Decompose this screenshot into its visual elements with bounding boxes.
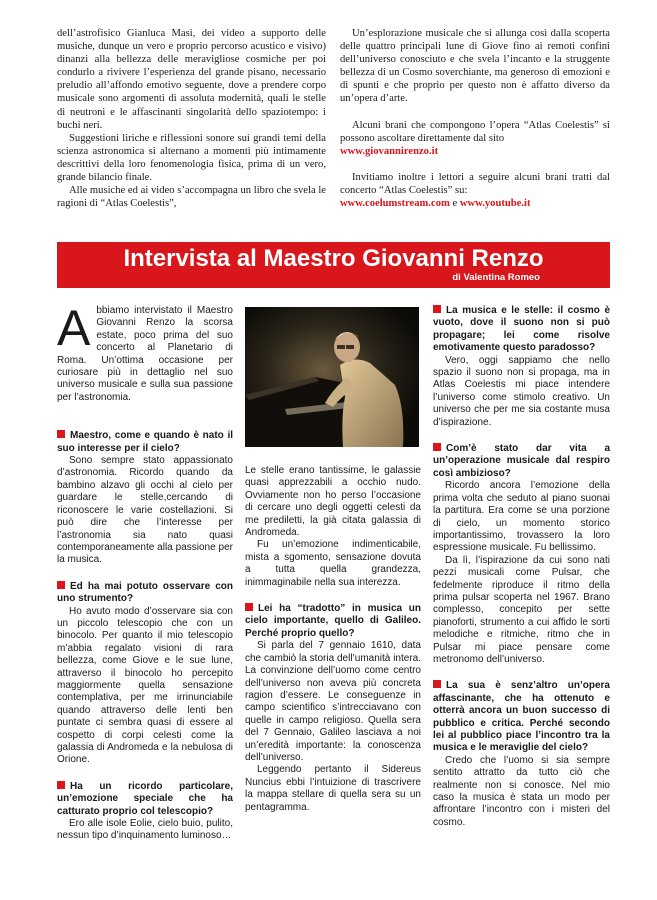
- drop-cap: A: [57, 300, 91, 356]
- answer: Vero, oggi sappiamo che nello spazio il suono non si propaga, ma in Atlas Coelestis mi piace intendere l’universo come stimolo creativo. Un universo che per me sia costante musa d’ispirazione.: [433, 354, 610, 428]
- interview-column-3: [433, 305, 610, 829]
- intro-paragraph: Suggestioni liriche e riflessioni sonore sui grandi temi della scienza astronomica si alternano a momenti più intimamente descrittivi della loro fenomenologia fisica, prima di un vero, grande bilancio finale.: [57, 132, 326, 184]
- intro-paragraph: Invitiamo inoltre i lettori a seguire alcuni brani tratti dal concerto “Atlas Coelestis” su:: [340, 171, 610, 196]
- article-banner: [57, 242, 610, 288]
- intro-right-column: [340, 27, 610, 210]
- answer: Ero alle isole Eolie, cielo buio, pulito, nessun tipo d’inquinamento luminoso…: [57, 818, 233, 842]
- question: La musica e le stelle: il cosmo è vuoto, dove il suono non si può propagare; lei come risolve emotivamente questo paradosso?: [433, 305, 610, 354]
- answer: Da lì, l’ispirazione da cui sono nati pezzi musicali come Pulsar, che fedelmente riproduce il ritmo della prima pulsar scoperta nel 1967. Brano complesso, concepito per sette pianoforti, strumento a cui affido le sorti melodiche e ritmiche, ritmo che in Pulsar mi piace pensare come metronomo dell’universo.: [433, 554, 610, 665]
- answer: Sono sempre stato appassionato d’astronomia. Ricordo quando da bambino alzavo gli occhi al cielo per guardare le stelle,cercando di riconoscere le varie costellazioni. Si può dire che l’interesse per l’astronomia sia nato quasi contemporaneamente alla passione per la musica.: [57, 455, 233, 566]
- answer: Ho avuto modo d’osservare sia con un piccolo telescopio che con un binocolo. Per quanto il mio telescopio m’abbia regalato visioni di rara bellezza, come Giove e le sue lune, attraverso il binocolo ho percepito maggiormente quella sensazione contemplativa, per me irrinunciabile quando attraverso delle lenti ben puntate ci sembra quasi di essere al cospetto di corpi celesti come la galassia di Andromeda e la nebulosa di Orione.: [57, 605, 233, 766]
- intro-paragraph: dell’astrofisico Gianluca Masi, dei video a supporto delle musiche, dunque un vero e proprio percorso acustico e visivo) dinanzi alla bellezza delle meravigliose cosmiche per poi condurlo a rivivere l’esperienza del grande pisano, necessario preludio all’affondo emotivo seguente, dove a prendere corpo musicale sono argomenti di assoluta modernità, quali le stelle di neutroni e le affascinanti singolarità dello spaziotempo: i buchi neri.: [57, 28, 326, 131]
- question: Ha un ricordo particolare, un’emozione speciale che ha catturato proprio col telescopio?: [57, 780, 233, 817]
- red-square-bullet-icon: [57, 581, 65, 589]
- link-giovannirenzo[interactable]: www.giovannirenzo.it: [340, 145, 439, 157]
- question: La sua è senz’altro un’opera affascinante, che ha ottenuto e otterrà ancora un buon successo di pubblico e critica. Perché secondo lei al pubblico piace l’incontro tra la musica e le meraviglie del cielo?: [433, 680, 610, 754]
- red-square-bullet-icon: [433, 305, 441, 313]
- article-title: Intervista al Maestro Giovanni Renzo: [123, 245, 544, 272]
- red-square-bullet-icon: [57, 781, 65, 789]
- red-square-bullet-icon: [57, 430, 65, 438]
- intro-paragraph: Un’esplorazione musicale che si allunga così dalla scoperta delle quattro principali lune di Giove fino ai remoti confini dell’universo conosciuto e che svela l’incanto e la struggente bellezza di un Cosmo soverchiante, ma generoso di emozioni e di spunti e che proprio per questo non è affatto diverso da un’opera d’arte.: [340, 28, 610, 105]
- answer: Le stelle erano tantissime, le galassie quasi apprezzabili a occhio nudo. Ovviamente non ho perso l’occasione di cercare uno degli oggetti celesti da me prediletti, la già citata galassia di Andromeda.: [245, 465, 421, 539]
- question: Maestro, come e quando è nato il suo interesse per il cielo?: [57, 430, 233, 454]
- interview-column-2: [245, 465, 421, 814]
- red-square-bullet-icon: [245, 603, 253, 611]
- link-conjunction: e: [449, 198, 460, 210]
- intro-paragraph: Alle musiche ed ai video s’accompagna un libro che svela le ragioni di “Atlas Coelestis”,: [57, 185, 326, 210]
- answer: Leggendo pertanto il Sidereus Nuncius ebbi l’intuizione di trascrivere la mappa stellare di quella sera su un pentagramma.: [245, 764, 421, 813]
- interview-column-1: [57, 300, 233, 843]
- question: Lei ha “tradotto” in musica un cielo importante, quello di Galileo. Perché proprio quello?: [245, 603, 421, 639]
- red-square-bullet-icon: [433, 443, 441, 451]
- question: Ed ha mai potuto osservare con uno strumento?: [57, 580, 233, 605]
- pianist-photo-icon: [245, 307, 419, 447]
- pianist-photo: [245, 307, 419, 447]
- answer: Credo che l’uomo si sia sempre sentito attratto da tutto ciò che realmente non si conosce. Nel mio caso la musica è stata un modo per affrontare l’incontro con i misteri del cosmo.: [433, 754, 610, 828]
- answer: Si parla del 7 gennaio 1610, data che cambiò la storia dell’umanità intera. La convinzione dell’uomo come centro dell’universo non aveva più concreta ragion d’essere. Le conseguenze in campo scientifico s’intrecciavano con quelle in campo religioso. Quella sera del 7 Gennaio, Galileo lasciava a noi un’eredità importante: la conoscenza dell’universo.: [245, 640, 421, 763]
- link-youtube[interactable]: www.youtube.it: [459, 198, 531, 210]
- answer: Fu un’emozione indimenticabile, mista a sgomento, sensazione dovuta a tutta quella grandezza, inimmaginabile nella sua interezza.: [245, 539, 421, 588]
- question: Com’è stato dar vita a un’operazione musicale dal respiro così ambizioso?: [433, 443, 610, 479]
- intro-paragraph: Alcuni brani che compongono l’opera “Atlas Coelestis” si possono ascoltare direttamente dal sito: [340, 119, 610, 144]
- intro-left-column: [57, 27, 326, 210]
- answer: Ricordo ancora l’emozione della prima volta che seduto al piano suonai la partitura. Era come se una porzione di cielo, un momento storico importantissimo, trovassero la loro espressione musicale. Fu bellissimo.: [433, 480, 610, 554]
- lead-paragraph: Abbiamo intervistato il Maestro Giovanni Renzo la scorsa estate, poco prima del suo concerto al Planetario di Roma. Un’ottima occasione per curiosare più in dettaglio nel suo universo musicale e sulla sua passione per l’astronomia.: [57, 300, 233, 403]
- link-coelumstream[interactable]: www.coelumstream.com: [340, 198, 450, 210]
- red-square-bullet-icon: [433, 680, 441, 688]
- article-author: di Valentina Romeo: [452, 272, 540, 283]
